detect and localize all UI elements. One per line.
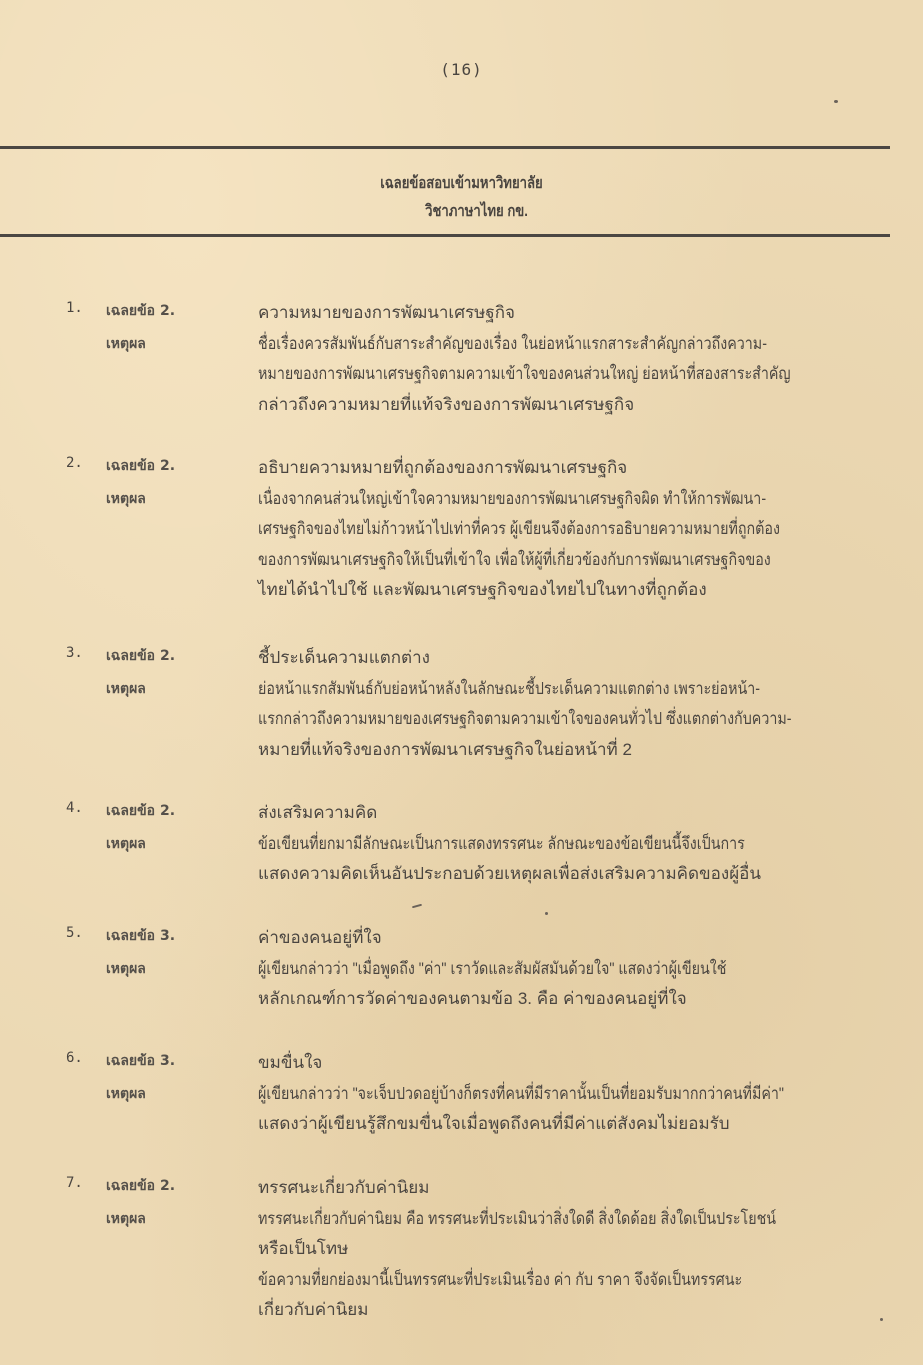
reason-line: ผู้เขียนกล่าวว่า "จะเจ็บปวดอยู่บ้างก็ตรงที่คนที่มีราคานั้นเป็นที่ยอมรับมากกว่าคนที่มีค่า" xyxy=(258,1083,785,1103)
reason-line: หลักเกณฑ์การวัดค่าของคนตามข้อ 3. คือ ค่าของคนอยู่ที่ใจ xyxy=(258,989,687,1008)
reason-line: เนื่องจากคนส่วนใหญ่เข้าใจความหมายของการพัฒนาเศรษฐกิจผิด ทำให้การพัฒนา- xyxy=(258,488,767,508)
page-number: (16) xyxy=(440,60,483,79)
reason-line: ชื่อเรื่องควรสัมพันธ์กับสาระสำคัญของเรื่อง ในย่อหน้าแรกสาระสำคัญกล่าวถึงความ- xyxy=(258,333,767,353)
item-number: 6. xyxy=(66,1050,83,1066)
header-rule-bottom xyxy=(0,234,890,237)
reason-line: ไทยได้นำไปใช้ และพัฒนาเศรษฐกิจของไทยไปในทางที่ถูกต้อง xyxy=(258,580,707,599)
header-rule-top xyxy=(0,146,890,149)
reason-line: ผู้เขียนกล่าวว่า "เมื่อพูดถึง "ค่า" เราวัดและสัมผัสมันด้วยใจ" แสดงว่าผู้เขียนใช้ xyxy=(258,958,727,978)
answer-heading: ความหมายของการพัฒนาเศรษฐกิจ xyxy=(258,303,515,322)
answer-heading: ทรรศนะเกี่ยวกับค่านิยม xyxy=(258,1178,430,1197)
reason-label: เหตุผล xyxy=(106,961,146,977)
paper-speck xyxy=(880,1318,883,1321)
answer-choice: เฉลยข้อ 2. xyxy=(106,303,176,319)
item-number: 1. xyxy=(66,300,83,316)
reason-line: ของการพัฒนาเศรษฐกิจให้เป็นที่เข้าใจ เพื่อให้ผู้ที่เกี่ยวข้องกับการพัฒนาเศรษฐกิจของ xyxy=(258,549,771,569)
answer-content xyxy=(258,1048,898,1140)
reason-line: หรือเป็นโทษ xyxy=(258,1239,349,1258)
reason-line: แสดงว่าผู้เขียนรู้สึกขมขื่นใจเมื่อพูดถึงคนที่มีค่าแต่สังคมไม่ยอมรับ xyxy=(258,1114,730,1133)
paper-speck xyxy=(412,904,422,909)
answer-heading: ขมขื่นใจ xyxy=(258,1053,323,1072)
answer-heading: ส่งเสริมความคิด xyxy=(258,803,378,822)
answer-content xyxy=(258,643,898,765)
reason-label: เหตุผล xyxy=(106,681,146,697)
answer-choice: เฉลยข้อ 3. xyxy=(106,928,176,944)
answer-heading: ชี้ประเด็นความแตกต่าง xyxy=(258,648,430,667)
reason-label: เหตุผล xyxy=(106,836,146,852)
reason-label: เหตุผล xyxy=(106,1211,146,1227)
document-subtitle: วิชาภาษาไทย กข. xyxy=(425,203,528,220)
reason-line: แรกกล่าวถึงความหมายของเศรษฐกิจตามความเข้าใจของคนทั่วไป ซึ่งแตกต่างกับความ- xyxy=(258,709,792,728)
reason-line: ทรรศนะเกี่ยวกับค่านิยม คือ ทรรศนะที่ประเมินว่าสิ่งใดดี สิ่งใดด้อย สิ่งใดเป็นประโยชน์ xyxy=(258,1208,777,1228)
title-block xyxy=(0,170,923,226)
answer-heading: ค่าของคนอยู่ที่ใจ xyxy=(258,928,382,947)
paper-speck xyxy=(834,100,838,103)
reason-line: หมายของการพัฒนาเศรษฐกิจตามความเข้าใจของคนส่วนใหญ่ ย่อหน้าที่สองสาระสำคัญ xyxy=(258,364,791,383)
answer-choice: เฉลยข้อ 3. xyxy=(106,1053,176,1069)
reason-line: ข้อความที่ยกย่องมานี้เป็นทรรศนะที่ประเมินเรื่อง ค่า กับ ราคา จึงจัดเป็นทรรศนะ xyxy=(258,1269,743,1289)
reason-line: กล่าวถึงความหมายที่แท้จริงของการพัฒนาเศรษฐกิจ xyxy=(258,394,635,414)
paper-speck xyxy=(545,912,548,915)
answer-content xyxy=(258,798,898,890)
answer-choice: เฉลยข้อ 2. xyxy=(106,1178,176,1194)
answer-content xyxy=(258,1173,898,1326)
reason-line: เศรษฐกิจของไทยไม่ก้าวหน้าไปเท่าที่ควร ผู้เขียนจึงต้องการอธิบายความหมายที่ถูกต้อง xyxy=(258,519,780,538)
answer-choice: เฉลยข้อ 2. xyxy=(106,803,176,819)
item-number: 4. xyxy=(66,800,83,816)
answer-content xyxy=(258,453,898,606)
answer-content xyxy=(258,298,898,420)
reason-line: แสดงความคิดเห็นอันประกอบด้วยเหตุผลเพื่อส่งเสริมความคิดของผู้อื่น xyxy=(258,864,761,883)
reason-line: ย่อหน้าแรกสัมพันธ์กับย่อหน้าหลังในลักษณะชี้ประเด็นความแตกต่าง เพราะย่อหน้า- xyxy=(258,678,761,698)
item-number: 7. xyxy=(66,1175,83,1191)
answer-heading: อธิบายความหมายที่ถูกต้องของการพัฒนาเศรษฐกิจ xyxy=(258,458,628,477)
item-number: 2. xyxy=(66,455,83,471)
item-number: 5. xyxy=(66,925,83,941)
answer-choice: เฉลยข้อ 2. xyxy=(106,648,176,664)
item-number: 3. xyxy=(66,645,83,661)
document-title: เฉลยข้อสอบเข้ามหาวิทยาลัย xyxy=(380,175,543,192)
answer-choice: เฉลยข้อ 2. xyxy=(106,458,176,474)
reason-line: หมายที่แท้จริงของการพัฒนาเศรษฐกิจในย่อหน้าที่ 2 xyxy=(258,739,632,759)
reason-line: ข้อเขียนที่ยกมามีลักษณะเป็นการแสดงทรรศนะ ลักษณะของข้อเขียนนี้จึงเป็นการ xyxy=(258,833,745,853)
reason-line: เกี่ยวกับค่านิยม xyxy=(258,1300,369,1319)
reason-label: เหตุผล xyxy=(106,336,146,352)
reason-label: เหตุผล xyxy=(106,491,146,507)
answer-content xyxy=(258,923,898,1015)
reason-label: เหตุผล xyxy=(106,1086,146,1102)
